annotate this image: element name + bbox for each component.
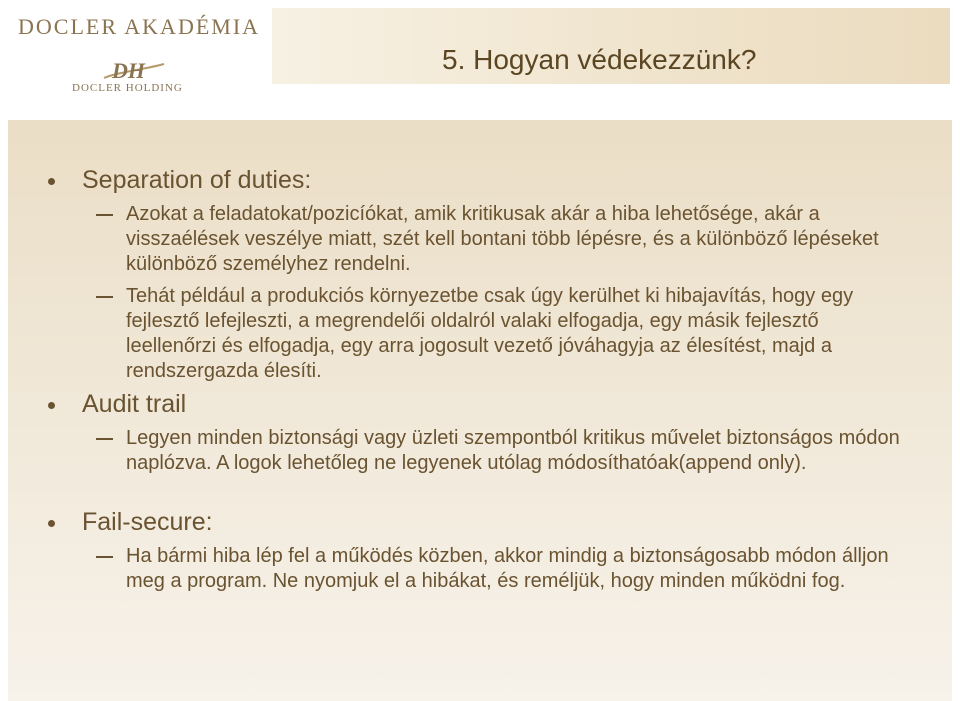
dash-icon [96, 296, 113, 298]
logo-holding: DOCLER HOLDING [72, 82, 183, 94]
bullet-label: Separation of duties: [82, 166, 312, 194]
title-banner [272, 8, 950, 84]
dash-icon [96, 214, 113, 216]
bullet-label: Fail-secure: [82, 508, 213, 536]
bullet-dot-icon [48, 178, 55, 185]
sub-bullet-text: Azokat a feladatokat/pozicíókat, amik kritikusak akár a hiba lehetősége, akár a visszaélések veszélye miatt, szét kell bontani több lépésre, és a különböző lépéseket különböző személyhez rendelni. [126, 203, 879, 275]
logo-title: DOCLER AKADÉMIA [18, 14, 261, 39]
bullet-dot-icon [48, 520, 55, 527]
bullet-dot-icon [48, 402, 55, 409]
bullet-label: Audit trail [82, 390, 187, 418]
logo-mark: DH [112, 58, 145, 83]
dash-icon [96, 438, 113, 440]
sub-bullet-text: Ha bármi hiba lép fel a működés közben, akkor mindig a biztonságosabb módon álljon meg a program. Ne nyomjuk el a hibákat, és reméljük, hogy minden működni fog. [126, 545, 889, 592]
content-panel [8, 120, 952, 701]
dash-icon [96, 556, 113, 558]
sub-bullet-text: Tehát például a produkciós környezetbe csak úgy kerülhet ki hibajavítás, hogy egy fejlesztő lefejleszti, a megrendelői oldalról valaki elfogadja, egy másik fejlesztő leellenőrzi és elfogadja, egy arra jogosult vezető jóváhagyja az élesítést, majd a rendszergazda élesíti. [126, 285, 854, 382]
slide-title: 5. Hogyan védekezzünk? [442, 44, 757, 75]
docler-logo [0, 0, 270, 110]
sub-bullet-text: Legyen minden biztonsági vagy üzleti szempontból kritikus művelet biztonságos módon naplózva. A logok lehetőleg ne legyenek utólag módosíthatóak(append only). [126, 427, 900, 474]
